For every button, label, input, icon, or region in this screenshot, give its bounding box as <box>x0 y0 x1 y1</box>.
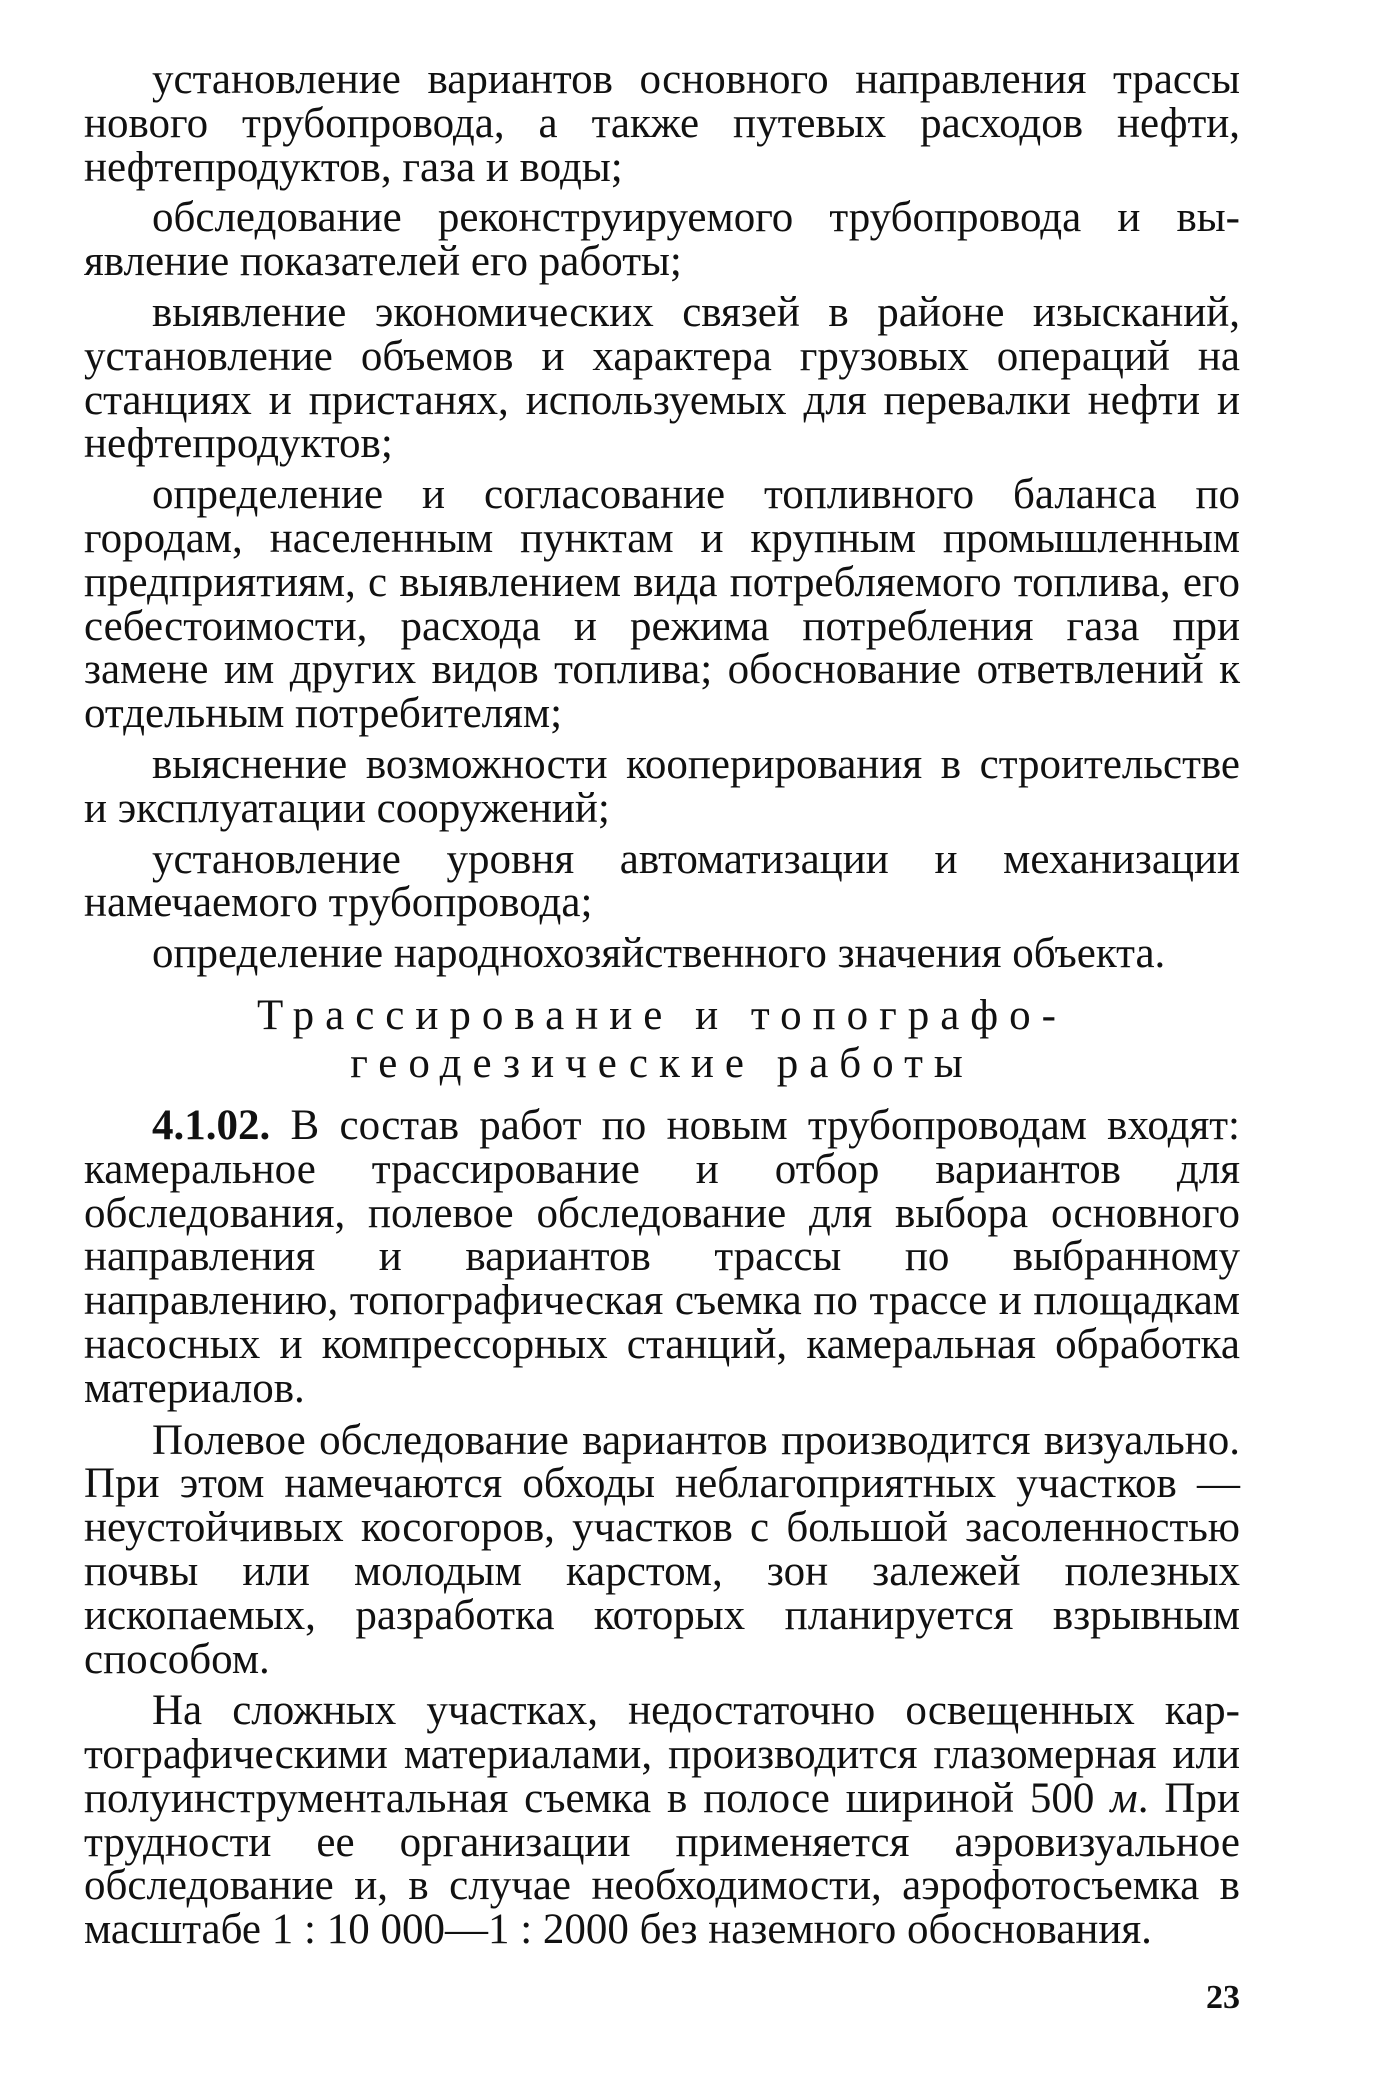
list-item-national-significance: определение народнохозяйственного значения объекта. <box>152 930 1166 978</box>
paragraph-field-survey: Полевое обследование вариантов производится визуально. При этом намечаются обходы неблагоприятных участков — неустойчивых косогоров, участков с большой засоленностью почвы или молодым карстом, зон залежей полезных ископаемых, разработка которых планируется взрывным способом. <box>84 1416 1240 1683</box>
list-item-pipeline-survey: обследование реконструируемого трубопровода и выявление показателей его работы; <box>84 194 1240 286</box>
paragraph-complex-sections <box>84 1689 1240 1952</box>
page-number: 23 <box>1206 1979 1240 2016</box>
section-heading <box>84 992 1240 1088</box>
list-item-economic-links: выявление экономических связей в районе изысканий, установление объемов и характера грузовых операций на станциях и пристанях, используемых для перевалки нефти и нефтепродуктов; <box>84 288 1240 468</box>
paragraph-complex-sections-text-a: На сложных участках, недостаточно освещенных картографическими материалами, производится глазомерная или полуинструментальная съемка в полосе шириной 500 <box>84 1687 1240 1822</box>
document-page <box>84 58 1240 1960</box>
list-item-fuel-balance: определение и согласование топливного баланса по городам, населенным пунктам и крупным промышленным предприятиям, с выявлением вида потребляемого топлива, его себестоимости, расхода и режима потребления газа при замене им других видов топлива; обоснование ответвлений к отдельным потребителям; <box>84 471 1240 738</box>
paragraph-scope-of-work <box>84 1101 1240 1412</box>
unit-meters: м <box>1110 1774 1138 1822</box>
clause-number: 4.1.02. <box>152 1101 271 1149</box>
paragraph-complex-sections-text-b: . При трудности ее организации применяется аэровизуальное обследование и, в случае необходимости, аэрофотосъемка в масштабе 1 : 10 000—1 : 2000 без наземного обоснования. <box>84 1774 1240 1954</box>
list-item-automation: установление уровня автоматизации и механизации намечаемого трубопровода; <box>84 835 1240 927</box>
list-item-route-variants: установление вариантов основного направления трассы нового трубопровода, а также путевых расходов нефти, нефтепродуктов, газа и воды; <box>84 56 1240 191</box>
paragraph-scope-of-work-text: В состав работ по новым трубопроводам входят: камеральное трассирование и отбор вариантов для обследования, полевое обследование для выбора основного направления и вариантов трассы по выбранному направлению, топографическая съемка по трассе и площадкам насосных и компрессорных станций, камеральная обработка материалов. <box>84 1101 1240 1412</box>
section-heading-line-2: геодезические работы <box>350 1039 974 1087</box>
section-heading-line-1: Трассирование и топографо- <box>257 991 1067 1039</box>
list-item-cooperation: выяснение возможности кооперирования в строительстве и эксплуатации сооружений; <box>84 740 1240 832</box>
